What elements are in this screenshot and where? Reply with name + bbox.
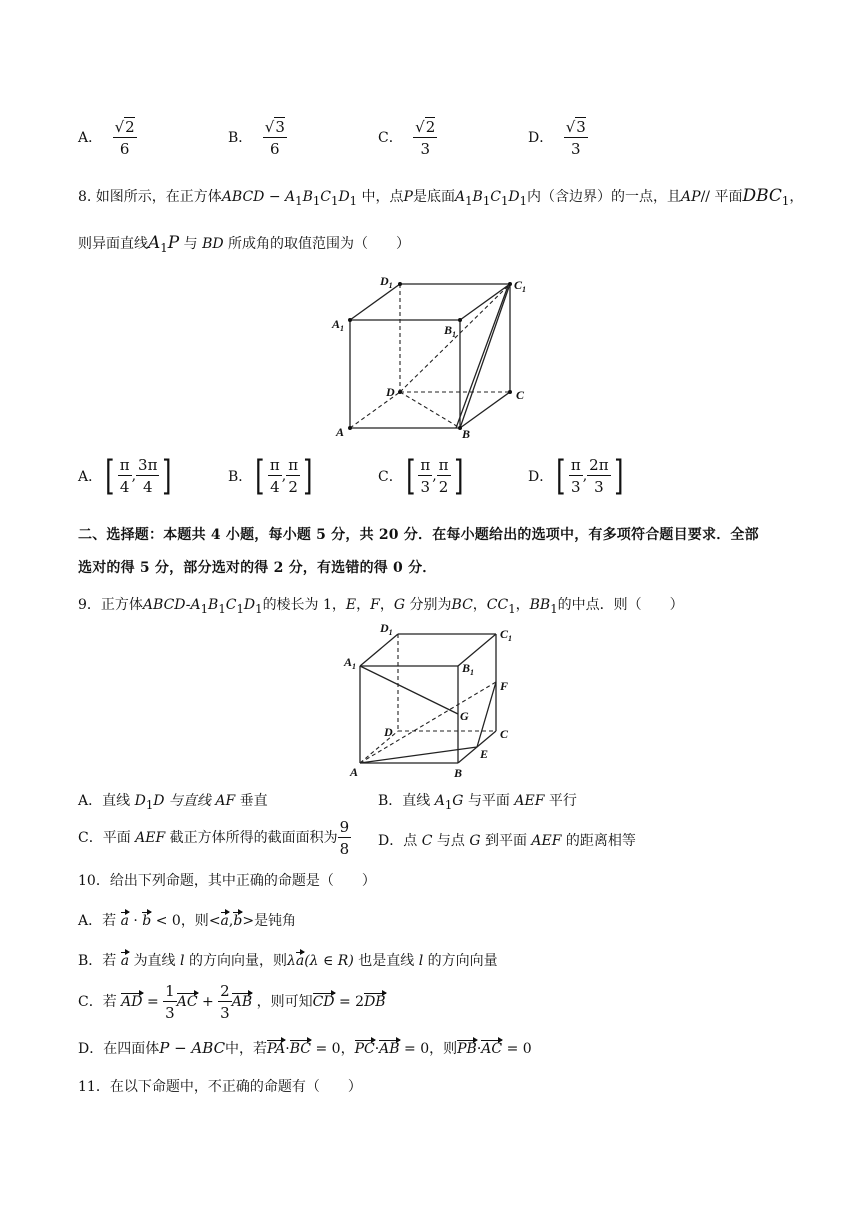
text: ，则 [429, 1041, 458, 1057]
math: P [403, 189, 413, 205]
text: 所成角的取值范围为（ ） [228, 236, 411, 252]
label-c: C [516, 388, 525, 402]
text: ， [789, 189, 804, 205]
math: DBC [742, 186, 782, 206]
q7-option-a [78, 118, 137, 158]
label-d1: $D_1$ [380, 274, 393, 290]
vector: a [220, 913, 229, 929]
text: // 平面 [700, 189, 743, 205]
label-a: A [350, 765, 359, 779]
vector: a [295, 953, 305, 969]
math: C [421, 833, 433, 849]
label-g: G [460, 709, 469, 723]
label-a: A [336, 425, 345, 439]
q10-option-c: C．若 AD = $\frac{1}{3}$ AC + $\frac{2}{3}$ AB ，则可知CD = 2DB [78, 982, 386, 1022]
q10-option-b [78, 950, 498, 970]
q8-option-d: D． [ $\frac{\pi}{3}$ , $\frac{2\pi}{3}$ ] [528, 453, 624, 499]
math: = 0 [315, 1041, 341, 1057]
section-heading-line2: 选对的得 5 分，部分选对的得 2 分，有选错的得 0 分． [78, 560, 437, 576]
math: = 2 [338, 994, 365, 1010]
q8-option-b: B． [ $\frac{\pi}{4}$ , $\frac{\pi}{2}$ ] [228, 453, 313, 499]
text: 的距离相等 [565, 833, 636, 849]
q9-option-c [78, 818, 351, 858]
vector: AC [176, 994, 198, 1010]
text: 垂直 [239, 793, 268, 809]
vector: PA [267, 1041, 286, 1057]
fraction: $\frac{√3}{6}$ [264, 118, 285, 158]
text: 是钝角 [254, 913, 297, 929]
math: A [434, 793, 445, 809]
fraction: $\frac{√2}{6}$ [114, 118, 135, 158]
math: < [208, 913, 221, 929]
text: C．平面 [78, 830, 131, 846]
text: 为直线 [133, 953, 176, 969]
option-label: B． [228, 130, 253, 146]
option-label: A． [78, 130, 103, 146]
q8-option-a: A． [ $\frac{\pi}{4}$ , $\frac{3\pi}{4}$ ] [78, 453, 172, 499]
math: l [418, 953, 424, 969]
math: F [370, 597, 380, 613]
radicand: 2 [425, 118, 436, 136]
label-c: C [500, 727, 509, 741]
math: ABCD − A [221, 189, 296, 205]
vector: AC [481, 1041, 503, 1057]
denominator: 3 [570, 140, 581, 158]
text: 到平面 [484, 833, 527, 849]
math: AF [215, 793, 236, 809]
text: ， [379, 597, 394, 613]
option-label: D． [528, 130, 554, 146]
q9-option-a: A．直线 $D_1D$ 与直线 AF 垂直 [78, 793, 268, 812]
vector: a [120, 953, 130, 969]
math: · [476, 1041, 482, 1057]
text: A．若 [78, 913, 117, 929]
text: 的方向向量 [427, 953, 498, 969]
option-label: B． [228, 469, 253, 485]
text: 8. 如图所示，在正方体 [78, 189, 222, 205]
q7-option-c [378, 118, 437, 158]
radicand: 3 [275, 118, 285, 136]
text: 与 [183, 236, 198, 252]
q7-option-d [528, 118, 588, 158]
vector: AB [231, 994, 253, 1010]
text: 与点 [436, 833, 465, 849]
option-label: A． [78, 469, 103, 485]
text: 9．正方体 [78, 597, 143, 613]
text: 中，若 [225, 1041, 268, 1057]
text: · [133, 913, 138, 929]
numerator: 9 [339, 818, 350, 836]
math: G [393, 597, 406, 613]
math: · [285, 1041, 290, 1057]
label-b: B [454, 766, 463, 780]
denominator: 6 [119, 140, 130, 158]
q8-cube-figure [330, 268, 540, 446]
math: AEF [514, 793, 545, 809]
text: 也是直线 [358, 953, 415, 969]
fraction: $\frac{√3}{3}$ [565, 118, 586, 158]
vector: AB [379, 1041, 400, 1057]
q10-option-d [78, 1038, 532, 1058]
option-label: D． [528, 469, 554, 485]
math: BD [202, 236, 224, 252]
option-label: C． [378, 130, 403, 146]
text: ， [472, 597, 487, 613]
q9-stem: 9．正方体ABCD-$A_1B_1C_1D_1$的棱长为 1，E，F，G 分别为BC，$CC_1$，$BB_1$的中点．则（ ） [78, 597, 684, 616]
math: (λ ∈ R) [304, 953, 354, 969]
text: D．在四面体 [78, 1041, 160, 1057]
q11-stem: 11．在以下命题中，不正确的命题有（ ） [78, 1079, 362, 1095]
math: AEF [531, 833, 562, 849]
vector: PB [457, 1041, 477, 1057]
radicand: 3 [576, 118, 586, 136]
math: E [345, 597, 357, 613]
q10-stem: 10．给出下列命题，其中正确的命题是（ ） [78, 873, 376, 889]
text: 平行 [548, 793, 577, 809]
text: ， [340, 1041, 355, 1057]
math: D 与直线 [153, 793, 211, 809]
math: BC [451, 597, 473, 613]
math: = 0 [404, 1041, 430, 1057]
math: BB [529, 597, 551, 613]
vector: AD [121, 994, 143, 1010]
label-b1: $B_1$ [444, 323, 457, 339]
math: A [148, 233, 161, 253]
math: G [469, 833, 481, 849]
text: B．直线 [378, 793, 431, 809]
label-a1: $A_1$ [344, 655, 357, 671]
text: 分别为 [409, 597, 452, 613]
text: 是底面 [412, 189, 455, 205]
vector: b [142, 913, 152, 929]
radicand: 2 [125, 118, 135, 136]
text: 则异面直线 [78, 236, 148, 252]
vector: PC [354, 1041, 375, 1057]
text: 的棱长为 1， [262, 597, 346, 613]
label-c1: $C_1$ [514, 278, 527, 294]
q9-cube-figure [338, 620, 528, 782]
text: B．若 [78, 953, 117, 969]
math: = [146, 994, 159, 1010]
text: 与平面 [467, 793, 510, 809]
vector: CD [312, 994, 335, 1010]
text: ， [356, 597, 371, 613]
label-d: D [386, 385, 395, 399]
fraction: $\frac{√2}{3}$ [415, 118, 436, 158]
math: < 0 [155, 913, 181, 929]
text: ，则可知 [256, 994, 313, 1010]
q7-option-b [228, 118, 287, 158]
label-b1: $B_1$ [462, 661, 475, 677]
q9-option-d [378, 830, 636, 850]
label-b: B [462, 427, 471, 441]
math: CC [486, 597, 509, 613]
q8-stem-line2: 则异面直线$A_1P$ 与 BD 所成角的取值范围为（ ） [78, 233, 411, 255]
math: D [134, 793, 146, 809]
text: 内（含边界）的一点，且 [527, 189, 682, 205]
math: AP [681, 189, 701, 205]
text: 的方向向量，则 [188, 953, 287, 969]
math: G [452, 793, 464, 809]
text: ， [515, 597, 530, 613]
option-label: C． [378, 469, 403, 485]
label-c1: $C_1$ [500, 627, 513, 643]
text: C．若 [78, 994, 117, 1010]
vector: b [233, 913, 243, 929]
label-a1: $A_1$ [332, 317, 345, 333]
text: 的中点．则（ ） [557, 597, 684, 613]
vector: DB [364, 994, 386, 1010]
vector: a [120, 913, 129, 929]
label-e: E [480, 747, 489, 761]
math: l [180, 953, 185, 969]
math: + [201, 994, 214, 1010]
math: λ [286, 953, 296, 969]
text: A．直线 [78, 793, 131, 809]
section-heading-line1: 二、选择题：本题共 4 小题，每小题 5 分，共 20 分．在每小题给出的选项中，有多项符合题目要求．全部 [78, 527, 759, 543]
denominator: 8 [339, 840, 350, 858]
q10-option-a: A．若 a · b < 0，则<a,b>是钝角 [78, 913, 297, 929]
text: 截正方体所得的截面面积为 [169, 830, 338, 846]
math: AEF [135, 830, 166, 846]
text: ，则 [180, 913, 209, 929]
math: > [242, 913, 255, 929]
label-f: F [500, 679, 509, 693]
math: P − ABC [159, 1039, 226, 1057]
label-d: D [384, 725, 393, 739]
text: D．点 [378, 833, 418, 849]
vector: BC [289, 1041, 312, 1057]
denominator: 6 [270, 140, 280, 158]
denominator: 3 [420, 140, 430, 158]
math: ABCD-A [142, 597, 201, 613]
q8-option-c: C． [ $\frac{\pi}{3}$ , $\frac{\pi}{2}$ ] [378, 453, 463, 499]
text: 中，点 [361, 189, 404, 205]
q9-option-b: B．直线 $A_1G$ 与平面 AEF 平行 [378, 793, 577, 812]
math: = 0 [506, 1041, 532, 1057]
q8-stem-line1: 8. 如图所示，在正方体ABCD − $A_1B_1C_1D_1$ 中，点P是底面$A_1B_1C_1D_1$内（含边界）的一点，且AP// 平面$DBC_1$， [78, 186, 804, 208]
math: · [374, 1041, 380, 1057]
math: P [167, 233, 180, 253]
label-d1: $D_1$ [380, 621, 393, 637]
